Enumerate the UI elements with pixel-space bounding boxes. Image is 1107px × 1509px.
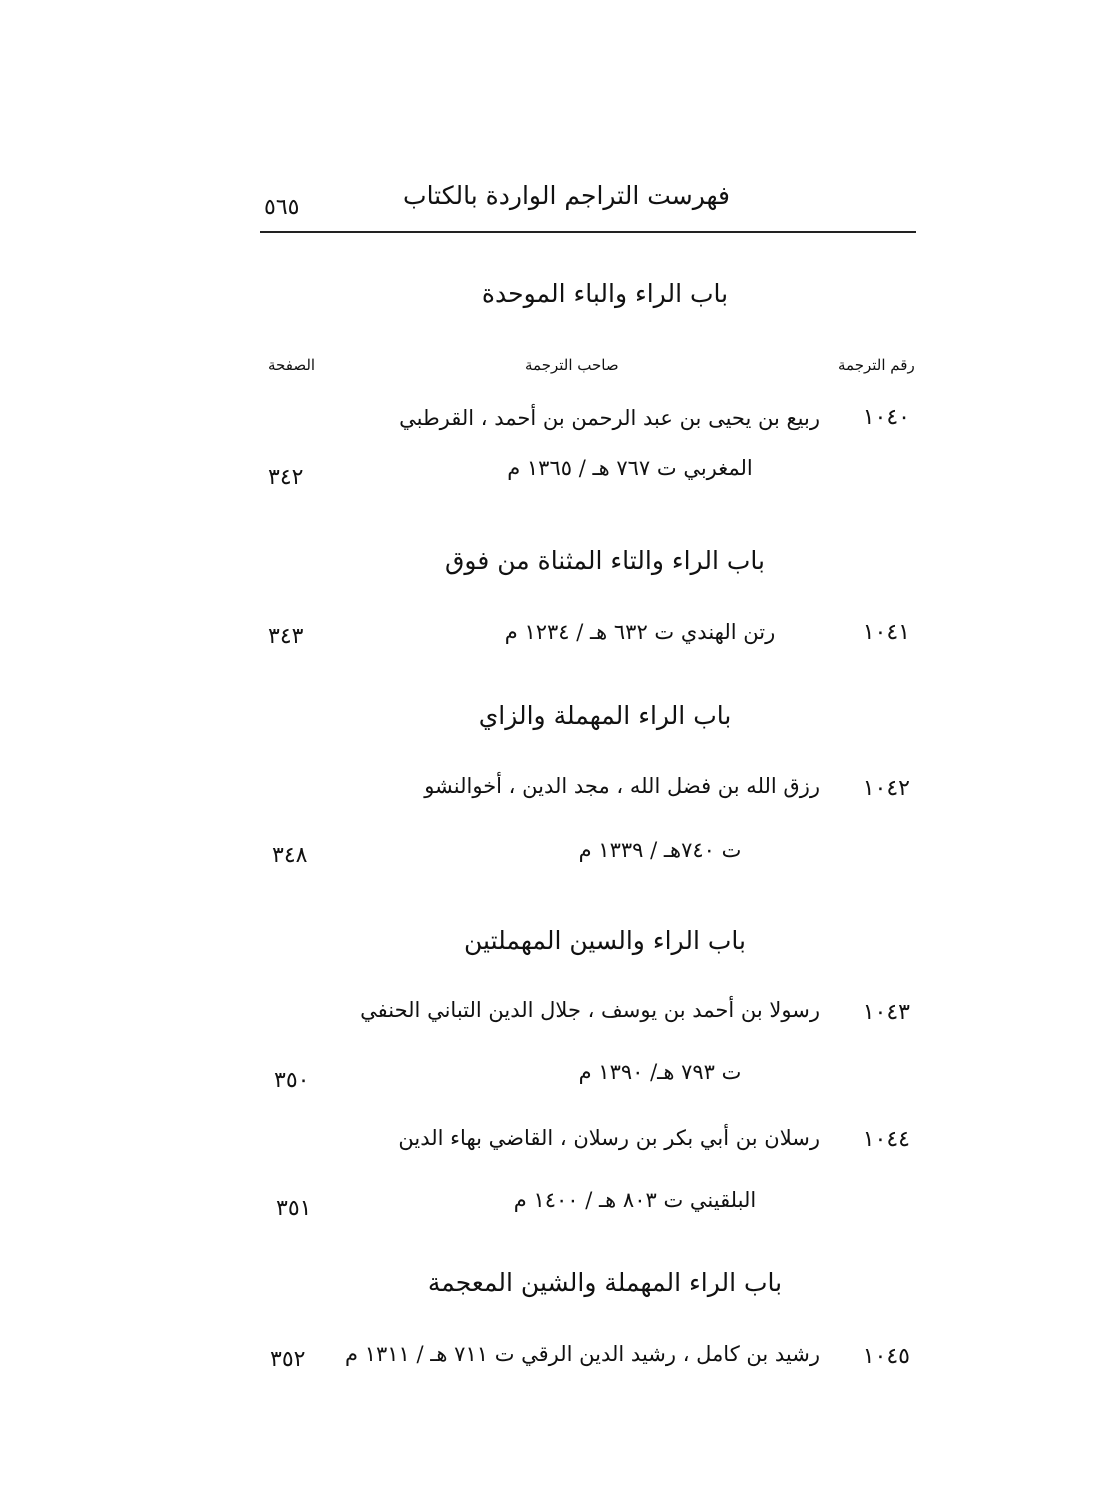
entry-detail: البلقيني ت ٨٠٣ هـ / ١٤٠٠ م: [513, 1188, 757, 1212]
entry-name: رزق الله بن فضل الله ، مجد الدين ، أخوالنشو: [424, 774, 820, 798]
entry-page: ٣٥٠: [274, 1068, 310, 1093]
header-divider: [260, 231, 916, 233]
section-heading: باب الراء والباء الموحدة: [481, 279, 729, 308]
entry-number: ١٠٤١: [862, 620, 910, 645]
entry-number: ١٠٤٣: [862, 1000, 910, 1025]
entry-name: ربيع بن يحيى بن عبد الرحمن بن أحمد ، القرطبي: [399, 406, 820, 430]
entry-page: ٣٤٨: [272, 843, 308, 868]
column-header-number: رقم الترجمة: [838, 356, 915, 374]
entry-name: رسلان بن أبي بكر بن رسلان ، القاضي بهاء الدين: [398, 1126, 820, 1150]
entry-name: رتن الهندي ت ٦٣٢ هـ / ١٢٣٤ م: [504, 620, 776, 644]
column-header-page: الصفحة: [268, 356, 316, 374]
entry-number: ١٠٤٢: [862, 776, 910, 801]
entry-number: ١٠٤٥: [862, 1344, 910, 1369]
page-header-title: فهرست التراجم الواردة بالكتاب: [403, 181, 730, 210]
entry-page: ٣٤٣: [268, 624, 304, 649]
entry-number: ١٠٤٠: [862, 405, 910, 430]
entry-name: رسولا بن أحمد بن يوسف ، جلال الدين التباني الحنفي: [360, 998, 820, 1022]
column-header-subject: صاحب الترجمة: [525, 356, 619, 374]
entry-page: ٣٥١: [276, 1196, 312, 1221]
entry-page: ٣٤٢: [268, 465, 304, 490]
section-heading: باب الراء والسين المهملتين: [464, 926, 746, 955]
section-heading: باب الراء والتاء المثناة من فوق: [445, 546, 765, 575]
entry-name: رشيد بن كامل ، رشيد الدين الرقي ت ٧١١ هـ / ١٣١١ م: [345, 1342, 820, 1366]
section-heading: باب الراء المهملة والزاي: [478, 701, 732, 730]
entry-page: ٣٥٢: [270, 1347, 306, 1372]
entry-detail: ت ٧٩٣ هـ/ ١٣٩٠ م: [578, 1060, 742, 1084]
entry-number: ١٠٤٤: [862, 1127, 910, 1152]
section-heading: باب الراء المهملة والشين المعجمة: [427, 1268, 783, 1297]
entry-detail: المغربي ت ٧٦٧ هـ / ١٣٦٥ م: [507, 456, 753, 480]
entry-detail: ت ٧٤٠هـ / ١٣٣٩ م: [578, 838, 742, 862]
page-number: ٥٦٥: [264, 195, 300, 220]
